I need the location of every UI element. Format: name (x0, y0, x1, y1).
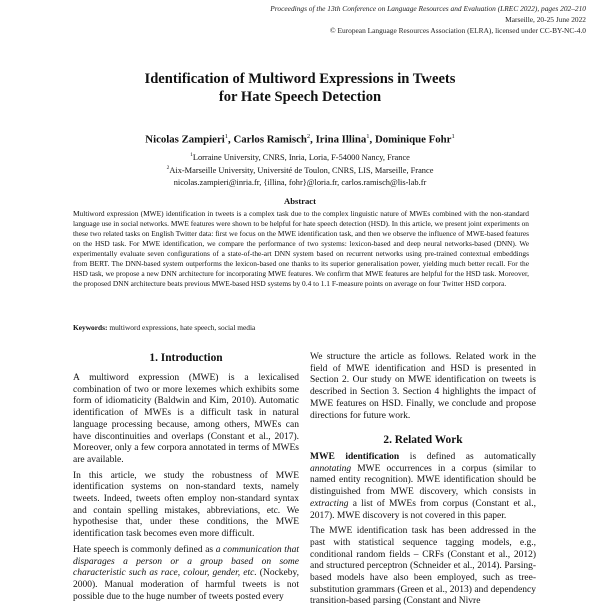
abstract-text: Multiword expression (MWE) identification in tweets is a complex task due to the complex linguistic nature of MWEs combined with the non-standard language use in social networks. MWE features were shown to be helpful for hate speech detection (HSD). In this article, we present joint experiments on these two related tasks on English Twitter data: first we focus on the MWE identification task, and then we observe the influence of MWE-based features on the HSD task. For MWE identification, we compare the performance of two systems: lexicon-based and deep neural networks-based (DNN). We experimentally evaluate seven configurations of a state-of-the-art DNN system based on recurrent networks using pre-trained contextual embeddings from BERT. The DNN-based system outperforms the lexicon-based one thanks to its superior generalisation power, yielding much better recall. For the HSD task, we propose a new DNN architecture for incorporating MWE features. We confirm that MWE features are helpful for the HSD task. Moreover, the proposed DNN architecture beats previous MWE-based HSD systems by 0.4 to 1.1 F-measure points on average on four Twitter HSD corpora. (73, 209, 529, 288)
section-heading-related-work: 2. Related Work (383, 434, 463, 446)
author-affil-mark: 1 (366, 133, 370, 140)
paragraph: A multiword expression (MWE) is a lexicalised combination of two or more lexemes which exhibits some form of idiomaticity (Baldwin and Kim, 2010). Automatic identification of MWEs is a difficult task in natural language processing because, among others, MWEs can have discontinuities and overlaps (Constant et al., 2017). Moreover, only a few corpora annotated in terms of MWEs are available. (73, 373, 299, 465)
title-line-2: for Hate Speech Detection (218, 89, 382, 105)
affiliations (0, 150, 600, 188)
license-line: © European Language Resources Association (ELRA), licensed under CC-BY-NC-4.0 (329, 26, 586, 35)
abstract-heading: Abstract (284, 196, 316, 206)
keywords-label: Keywords: (73, 323, 108, 332)
paragraph: In this article, we study the robustness of MWE identification systems on non-standard texts, namely tweets. Indeed, tweets often employ non-standard syntax and contain spelling mistakes, abbreviations, etc. We hypothesise that, under these conditions, the MWE identification task becomes even more difficult. (73, 470, 299, 540)
author-affil-mark: 1 (451, 133, 455, 140)
author-name: Irina Illina (315, 133, 367, 146)
right-column-related-work (310, 452, 536, 612)
paragraph: MWE identification is defined as automatically annotating MWE occurrences in a corpus (similar to named entity recognition). MWE identification should be distinguished from MWE discovery, which consists in extracting a list of MWEs from corpus (Constant et al., 2017). MWE discovery is not covered in this paper. (310, 452, 536, 521)
title-line-1: Identification of Multiword Expressions in Tweets (144, 71, 456, 87)
proceedings-header (206, 3, 586, 36)
section-heading-introduction: 1. Introduction (149, 352, 223, 364)
affiliation-2: $^2$Aix-Marseille University, Université de Toulon, CNRS, LIS, Marseille, France (166, 165, 434, 176)
proceedings-line: Proceedings of the 13th Conference on Language Resources and Evaluation (LREC 2022), pages 202–210 (270, 4, 586, 13)
author-name: Carlos Ramisch (233, 133, 307, 146)
author-affil-mark: 2 (306, 133, 311, 140)
paragraph: Hate speech is commonly defined as a communication that disparages a person or a group based on some characteristic such as race, colour, gender, etc. (Nockeby, 2000). Manual moderation of harmful tweets is not possible due to the huge number of tweets posted every (73, 544, 300, 602)
paragraph: The MWE identification task has been addressed in the past with statistical sequence tagging models, e.g., conditional random fields – CRFs (Constant et al., 2012) and structured perceptron (Schneider et al., 2014). Parsing-based models have also been employed, such as tree-substitution grammars (Green et al., 2013) and dependency transition-based parsing (Constant and Nivre (310, 526, 536, 607)
paper-title (0, 70, 600, 106)
author-name: Nicolas Zampieri (145, 133, 225, 146)
author-emails: nicolas.zampieri@inria.fr, {illina, fohr}@loria.fr, carlos.ramisch@lis-lab.fr (173, 177, 427, 187)
keywords (73, 323, 529, 332)
author-list: Nicolas Zampieri$^1$, Carlos Ramisch$^2$, Irina Illina$^1$, Dominique Fohr$^1$ (145, 133, 455, 146)
paragraph: We structure the article as follows. Related work in the field of MWE identification and HSD is presented in Section 2. Our study on MWE identification on tweets is described in Section 3. Section 4 highlights the impact of MWE features on HSD. Finally, we conclude and propose directions for future work. (310, 352, 536, 421)
author-name: Dominique Fohr (374, 133, 452, 146)
keywords-text: multiword expressions, hate speech, social media (107, 323, 256, 332)
right-column-intro (310, 352, 536, 426)
left-column (73, 373, 299, 607)
author-affil-mark: 1 (224, 133, 229, 140)
venue-line: Marseille, 20-25 June 2022 (505, 15, 586, 24)
affiliation-1: $^1$Lorraine University, CNRS, Inria, Loria, F-54000 Nancy, France (190, 152, 410, 162)
